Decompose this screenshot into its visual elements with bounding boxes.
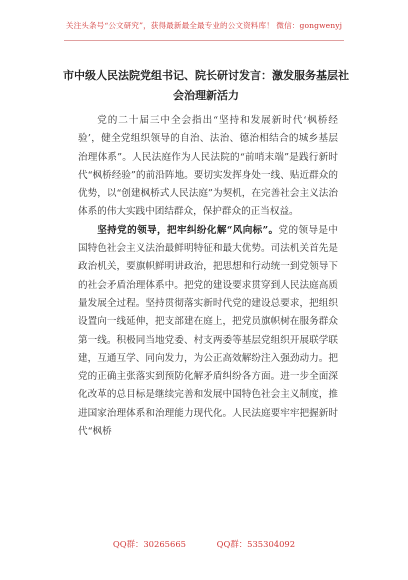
header-promo-text: 关注头条号“公文研究”，获得最新最全最专业的公文资料库！ 微信：gongwenyj (65, 21, 343, 30)
paragraph-2-body: 党的领导是中国特色社会主义法治最鲜明特征和最大优势。司法机关首先是政治机关，要旗帜鲜明讲政治，把思想和行动统一到党领导下的社会矛盾治理体系中。把党的建设要求贯穿到人民法庭高质量发展全过程。坚持贯彻落实新时代党的建设总要求，把组织设置向一线延伸，把支部建在庭上，把党员旗帜树在服务群众第一线。积极同当地党委、村支两委等基层党组织开展联学联建，互通互学、同向发力，为公正高效解纷注入强劲动力。把党的正确主张落实到预防化解矛盾纠纷各方面。进一步全面深化改革的总目标是继续完善和发展中国特色社会主义制度，推进国家治理体系和治理能力现代化。人民法庭要牢牢把握新时代“枫桥 (78, 224, 338, 438)
header-divider (64, 40, 344, 41)
footer-qq-group-2: QQ群：535304092 (216, 539, 296, 549)
paragraph-2 (78, 222, 338, 442)
article-title: 市中级人民法院党组书记、院长研讨发言：激发服务基层社会治理新活力 (63, 69, 349, 102)
footer-qq-group-1: QQ群：30265665 (112, 539, 186, 549)
paragraph-2-lead: 坚持党的领导，把牢纠纷化解“风向标”。 (97, 224, 279, 236)
paragraph-1: 党的二十届三中全会指出“坚持和发展新时代‘枫桥经验’，健全党组织领导的自治、法治、德治相结合的城乡基层治理体系”。人民法庭作为人民法院的“前哨末端”是践行新时代“枫桥经验”的前沿阵地。要切实发挥身处一线、贴近群众的优势，以“创建枫桥式人民法庭”为契机，在完善社会主义法治体系的伟大实践中团结群众，保护群众的正当权益。 (78, 115, 338, 218)
footer-contact (0, 538, 408, 550)
article-body (78, 112, 338, 441)
